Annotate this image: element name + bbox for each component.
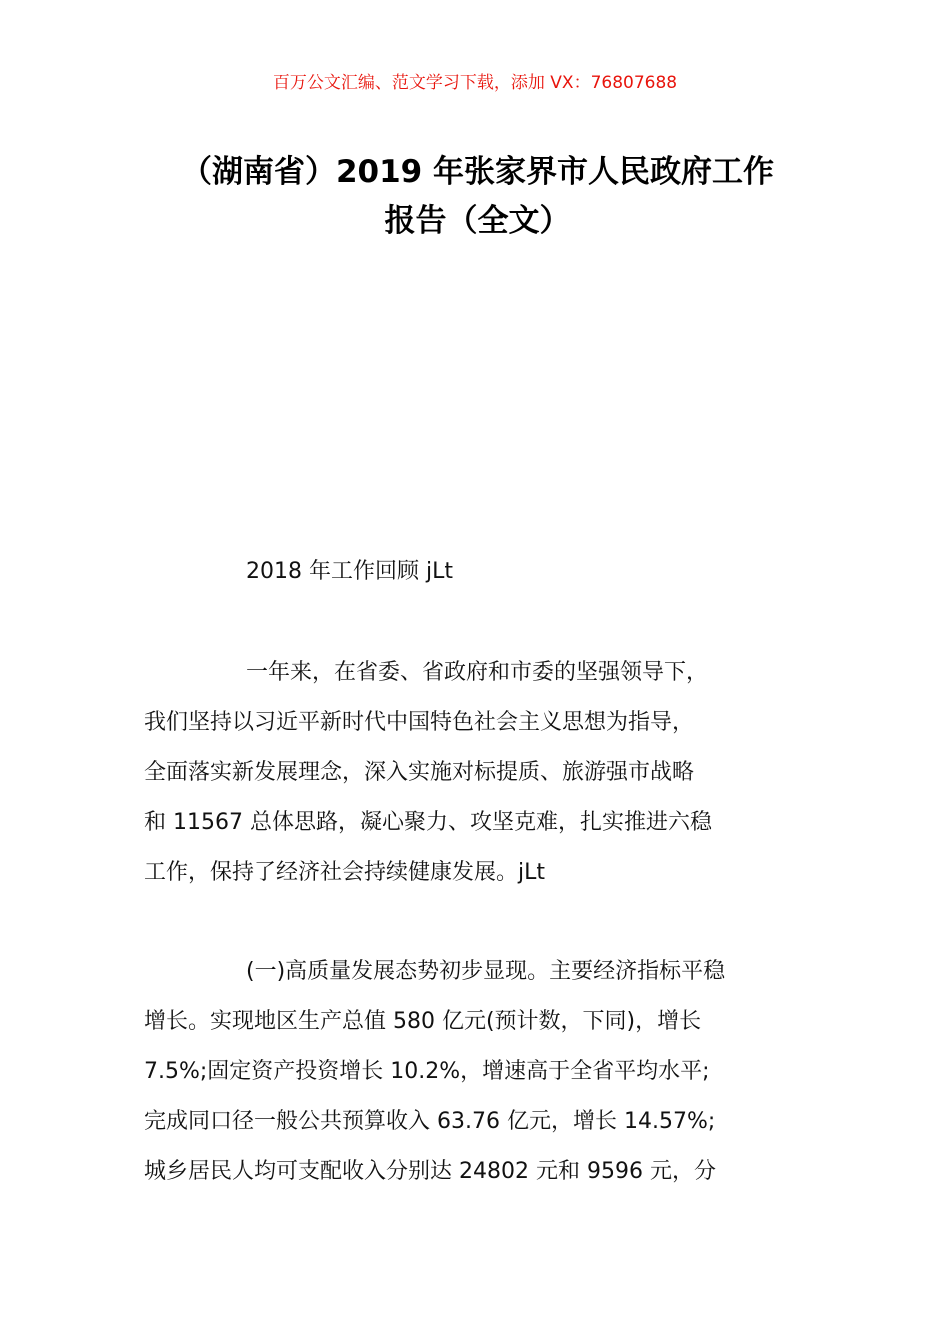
- paragraph-line: 一年来，在省委、省政府和市委的坚强领导下，: [246, 660, 709, 685]
- paragraph-line: 7.5%;固定资产投资增长 10.2%，增速高于全省平均水平;: [144, 1059, 710, 1084]
- paragraph-line: (一)高质量发展态势初步显现。主要经济指标平稳: [246, 959, 726, 984]
- paragraph-review-intro: [144, 648, 809, 898]
- document-title-line-2: 报告（全文）: [384, 203, 571, 239]
- paragraph-line: 全面落实新发展理念，深入实施对标提质、旅游强市战略: [144, 760, 695, 785]
- paragraph-high-quality-development: [144, 947, 809, 1197]
- paragraph-line: 增长。实现地区生产总值 580 亿元(预计数，下同)，增长: [144, 1009, 702, 1034]
- paragraph-line: 城乡居民人均可支配收入分别达 24802 元和 9596 元，分: [144, 1159, 716, 1184]
- document-title: [145, 148, 810, 246]
- paragraph-line: 工作，保持了经济社会持续健康发展。jLt: [144, 860, 545, 885]
- paragraph-line: 完成同口径一般公共预算收入 63.76 亿元，增长 14.57%;: [144, 1109, 716, 1134]
- paragraph-line: 我们坚持以习近平新时代中国特色社会主义思想为指导，: [144, 710, 695, 735]
- document-title-line-1: （湖南省）2019 年张家界市人民政府工作: [180, 154, 775, 190]
- section-heading: 2018 年工作回顾 jLt: [246, 559, 453, 584]
- watermark-header-note: 百万公文汇编、范文学习下载，添加 VX：76807688: [272, 73, 678, 93]
- paragraph-line: 和 11567 总体思路，凝心聚力、攻坚克难，扎实推进六稳: [144, 810, 712, 835]
